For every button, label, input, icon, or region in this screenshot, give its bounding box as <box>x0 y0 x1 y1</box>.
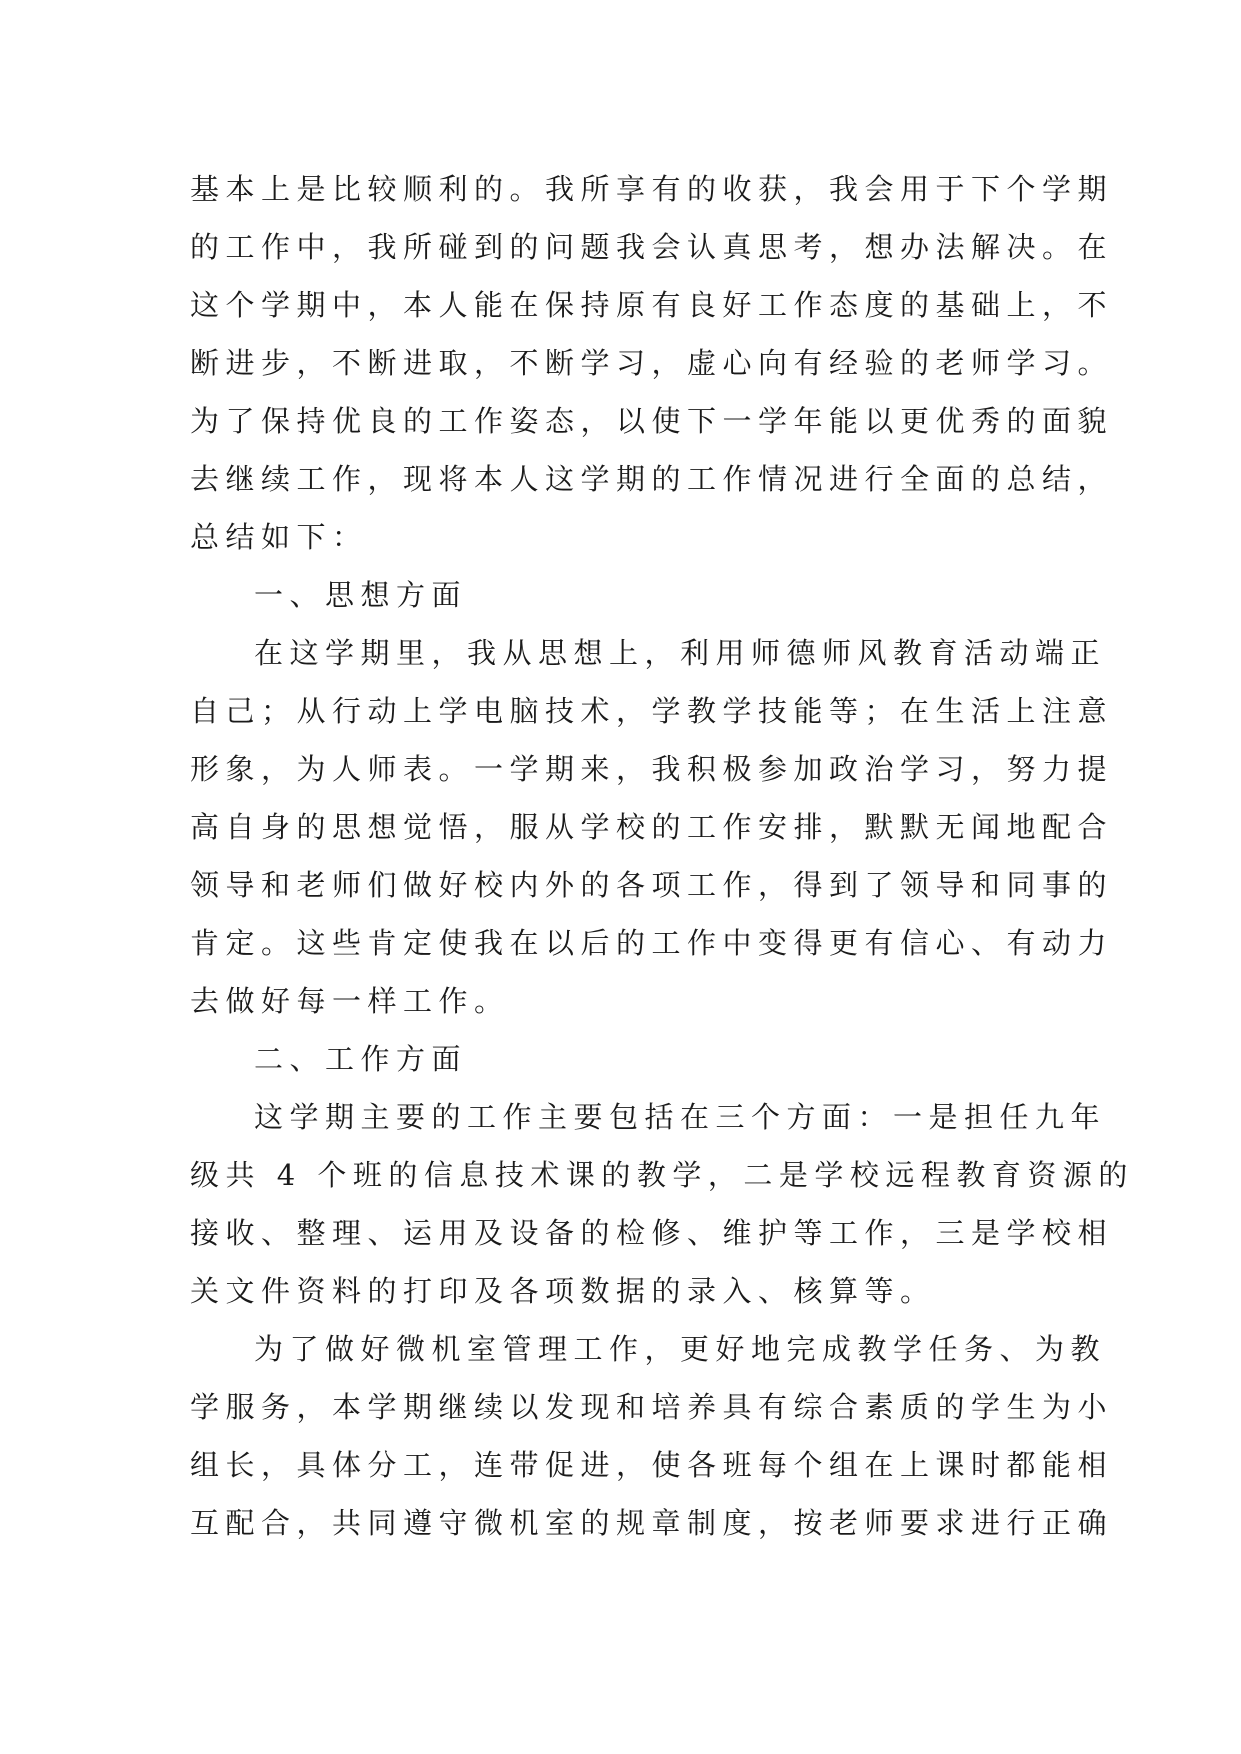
paragraph-first-line: 这学期主要的工作主要包括在三个方面：一是担任九年 <box>254 1100 1107 1134</box>
text-line: 组长，具体分工，连带促进，使各班每个组在上课时都能相 <box>190 1448 1114 1482</box>
paragraph-first-line: 为了做好微机室管理工作，更好地完成教学任务、为教 <box>254 1332 1107 1366</box>
document-body <box>190 160 1134 1552</box>
text-line: 为了保持优良的工作姿态，以使下一学年能以更优秀的面貌 <box>190 404 1114 438</box>
text-line: 高自身的思想觉悟，服从学校的工作安排，默默无闻地配合 <box>190 810 1114 844</box>
text-line: 学服务，本学期继续以发现和培养具有综合素质的学生为小 <box>190 1390 1114 1424</box>
text-line: 互配合，共同遵守微机室的规章制度，按老师要求进行正确 <box>190 1506 1114 1540</box>
text-line: 基本上是比较顺利的。我所享有的收获，我会用于下个学期 <box>190 172 1114 206</box>
text-line: 形象，为人师表。一学期来，我积极参加政治学习，努力提 <box>190 752 1114 786</box>
section-heading-work: 二、工作方面 <box>254 1042 468 1076</box>
text-line: 级共 4 个班的信息技术课的教学，二是学校远程教育资源的 <box>190 1158 1134 1192</box>
text-line: 去做好每一样工作。 <box>190 984 510 1018</box>
text-line: 关文件资料的打印及各项数据的录入、核算等。 <box>190 1274 936 1308</box>
text-line: 去继续工作，现将本人这学期的工作情况进行全面的总结， <box>190 462 1114 496</box>
text-line: 的工作中，我所碰到的问题我会认真思考，想办法解决。在 <box>190 230 1114 264</box>
text-line: 断进步，不断进取，不断学习，虚心向有经验的老师学习。 <box>190 346 1114 380</box>
paragraph-first-line: 在这学期里，我从思想上，利用师德师风教育活动端正 <box>254 636 1107 670</box>
text-line: 肯定。这些肯定使我在以后的工作中变得更有信心、有动力 <box>190 926 1114 960</box>
section-heading-thought: 一、思想方面 <box>254 578 468 612</box>
text-line: 领导和老师们做好校内外的各项工作，得到了领导和同事的 <box>190 868 1114 902</box>
text-line: 自己；从行动上学电脑技术，学教学技能等；在生活上注意 <box>190 694 1114 728</box>
text-line: 接收、整理、运用及设备的检修、维护等工作，三是学校相 <box>190 1216 1114 1250</box>
text-line: 这个学期中，本人能在保持原有良好工作态度的基础上，不 <box>190 288 1114 322</box>
text-line: 总结如下： <box>190 520 368 554</box>
